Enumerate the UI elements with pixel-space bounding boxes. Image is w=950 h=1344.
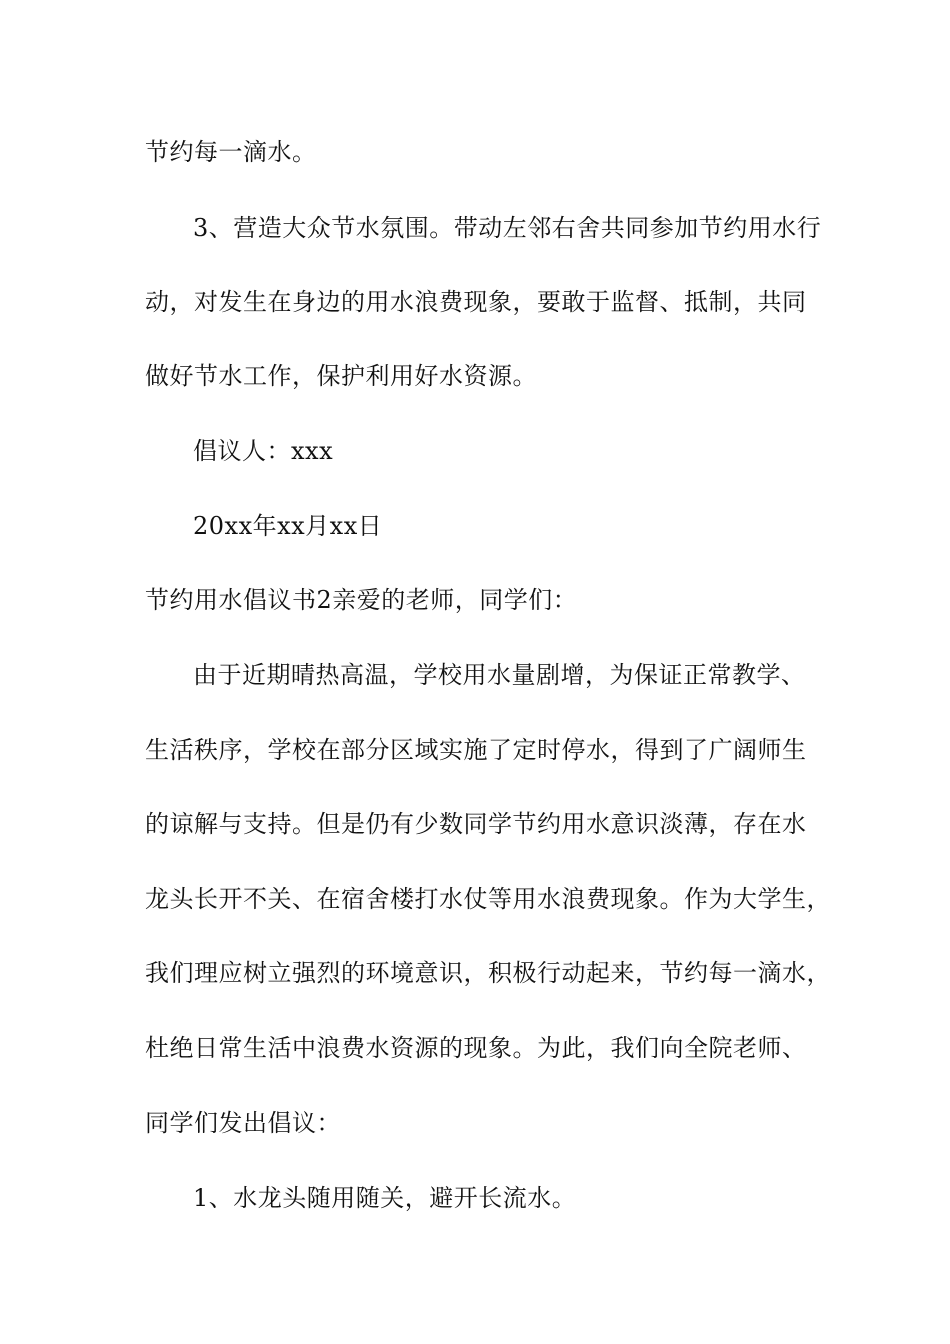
paragraph-line: 的谅解与支持。但是仍有少数同学节约用水意识淡薄，存在水	[145, 810, 807, 838]
date-line: 20xx年xx月xx日	[193, 512, 383, 540]
paragraph-line: 同学们发出倡议：	[145, 1109, 341, 1137]
paragraph-line: 生活秩序，学校在部分区域实施了定时停水，得到了广阔师生	[145, 736, 807, 764]
paragraph-line: 节约每一滴水。	[145, 138, 317, 166]
paragraph-line: 我们理应树立强烈的环境意识，积极行动起来，节约每一滴水，	[145, 959, 831, 987]
paragraph-line: 做好节水工作，保护利用好水资源。	[145, 362, 537, 390]
signer-line: 倡议人：xxx	[193, 437, 334, 465]
list-item-line: 1、水龙头随用随关，避开长流水。	[193, 1184, 577, 1212]
paragraph-line: 动，对发生在身边的用水浪费现象，要敢于监督、抵制，共同	[145, 288, 807, 316]
paragraph-line: 3、营造大众节水氛围。带动左邻右舍共同参加节约用水行	[193, 214, 822, 242]
paragraph-line: 龙头长开不关、在宿舍楼打水仗等用水浪费现象。作为大学生，	[145, 885, 831, 913]
section-heading-line: 节约用水倡议书2亲爱的老师，同学们：	[145, 586, 578, 614]
paragraph-line: 杜绝日常生活中浪费水资源的现象。为此，我们向全院老师、	[145, 1034, 807, 1062]
paragraph-line: 由于近期晴热高温，学校用水量剧增，为保证正常教学、	[193, 661, 806, 689]
